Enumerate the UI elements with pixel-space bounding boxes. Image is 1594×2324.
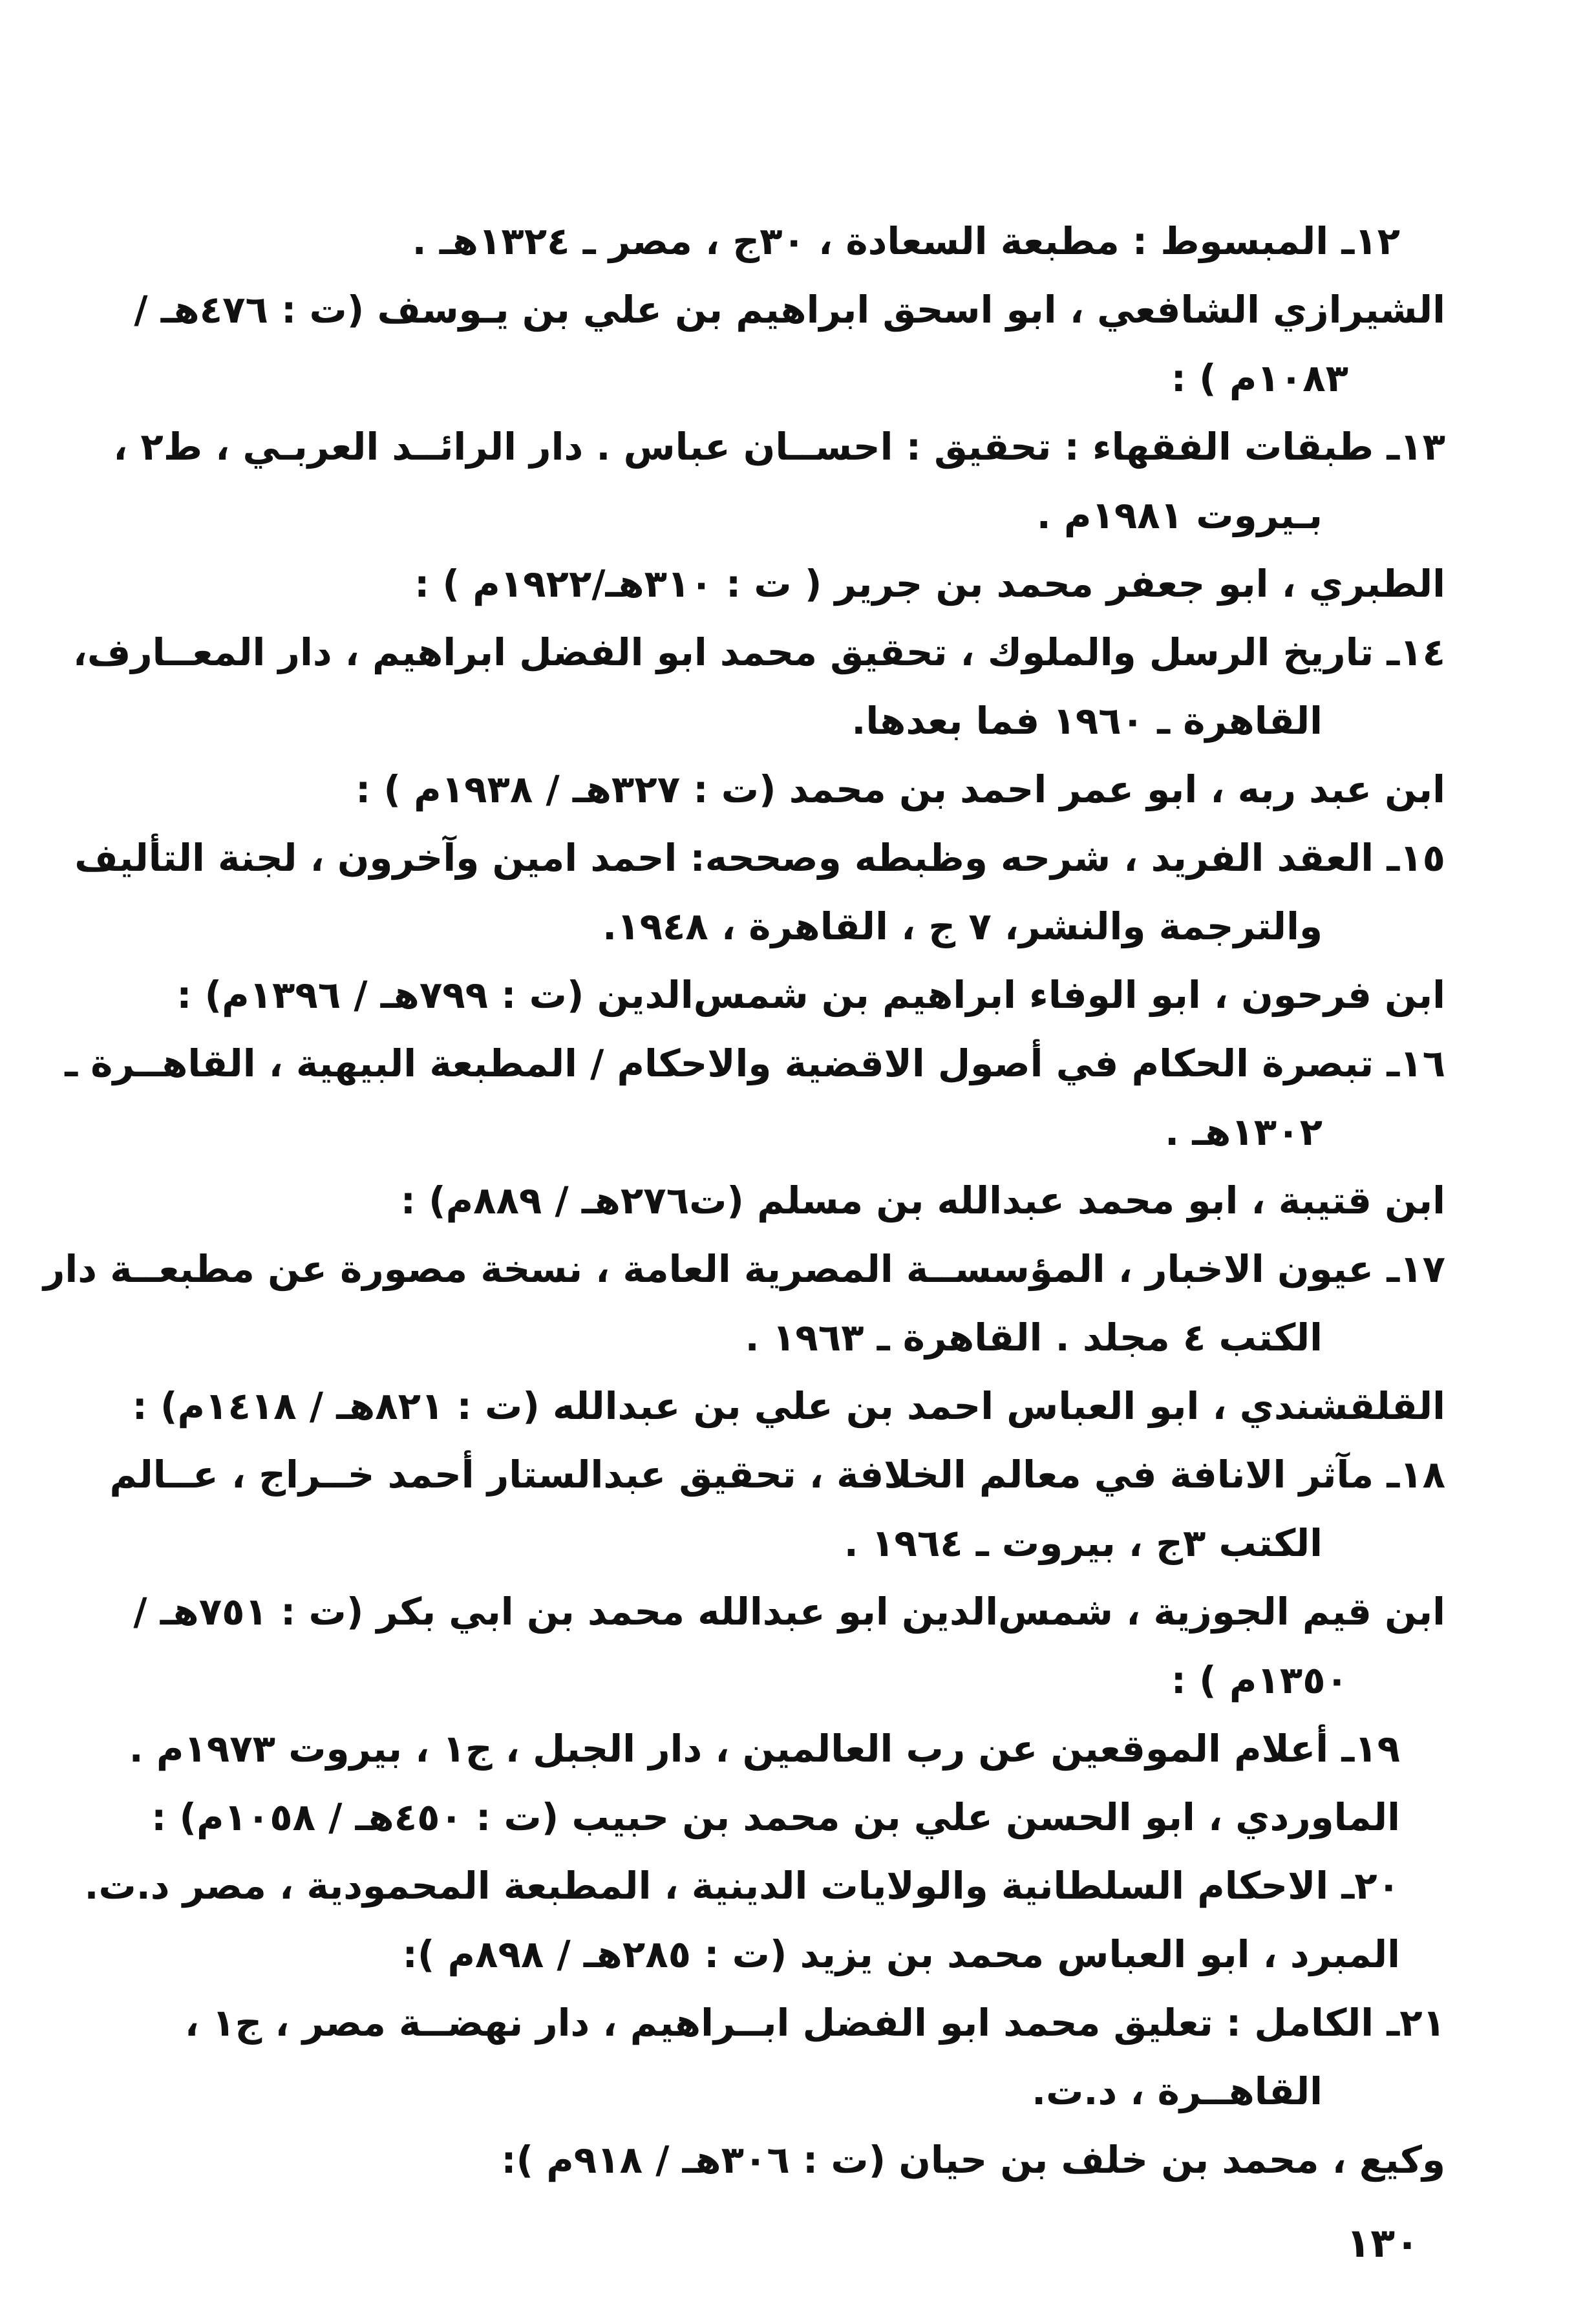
bibliography-entry-continuation: بـيروت ١٩٨١م . xyxy=(1036,493,1323,537)
bibliography-entry: ١٣ـ طبقات الفقهاء : تحقيق : احســان عباس . دار الرائــد العربـي ، ط٢ ، xyxy=(113,425,1445,469)
bibliography-entry: ١٨ـ مآثر الانافة في معالم الخلافة ، تحقيق عبدالستار أحمد خــراج ، عــالم xyxy=(109,1453,1445,1497)
author-heading: القلقشندي ، ابو العباس احمد بن علي بن عبدالله (ت : ٨٢١هـ / ١٤١٨م) : xyxy=(132,1384,1445,1428)
page-number: ١٣٠ xyxy=(1346,2219,1419,2266)
bibliography-entry-continuation: الكتب ٤ مجلد . القاهرة ـ ١٩٦٣ . xyxy=(745,1316,1323,1359)
bibliography-page xyxy=(43,207,1445,2194)
bibliography-entry: ١٦ـ تبصرة الحكام في أصول الاقضية والاحكام / المطبعة البيهية ، القاهــرة ـ xyxy=(65,1041,1445,1085)
bibliography-entry: ٢٠ـ الاحكام السلطانية والولايات الدينية ، المطبعة المحمودية ، مصر د.ت. xyxy=(84,1864,1400,1908)
author-heading: ابن قتيبة ، ابو محمد عبدالله بن مسلم (ت٢٧٦هـ / ٨٨٩م) : xyxy=(400,1178,1445,1222)
author-heading: المبرد ، ابو العباس محمد بن يزيد (ت : ٢٨٥هـ / ٨٩٨م ): xyxy=(402,1932,1400,1976)
bibliography-entry-continuation: القاهرة ـ ١٩٦٠ فما بعدها. xyxy=(851,699,1323,743)
bibliography-entry: ٢١ـ الكامل : تعليق محمد ابو الفضل ابــراهيم ، دار نهضــة مصر ، ج١ ، xyxy=(184,2001,1445,2045)
bibliography-entry: ١٢ـ المبسوط : مطبعة السعادة ، ٣٠ج ، مصر ـ ١٣٢٤هـ . xyxy=(412,219,1400,263)
author-heading: الطبري ، ابو جعفر محمد بن جرير ( ت : ٣١٠هـ/١٩٢٢م ) : xyxy=(414,562,1445,606)
author-heading-continuation: ١٠٨٣م ) : xyxy=(1171,356,1348,400)
author-heading: ابن فرحون ، ابو الوفاء ابراهيم بن شمس‌الدين (ت : ٧٩٩هـ / ١٣٩٦م) : xyxy=(176,973,1445,1017)
bibliography-entry: ١٥ـ العقد الفريد ، شرحه وظبطه وصححه: احمد امين وآخرون ، لجنة التأليف xyxy=(74,836,1445,880)
author-heading: ابن عبد ربه ، ابو عمر احمد بن محمد (ت : ٣٢٧هـ / ١٩٣٨م ) : xyxy=(356,767,1445,811)
bibliography-list xyxy=(43,207,1445,2194)
bibliography-entry: ١٧ـ عيون الاخبار ، المؤسســة المصرية العامة ، نسخة مصورة عن مطبعــة دار xyxy=(43,1247,1445,1291)
bibliography-entry: ١٤ـ تاريخ الرسل والملوك ، تحقيق محمد ابو الفضل ابراهيم ، دار المعــارف، xyxy=(72,630,1445,674)
author-heading-continuation: ١٣٥٠م ) : xyxy=(1171,1658,1348,1702)
bibliography-entry-continuation: الكتب ٣ج ، بيروت ـ ١٩٦٤ . xyxy=(844,1521,1323,1565)
bibliography-entry-continuation: ١٣٠٢هـ . xyxy=(1165,1110,1323,1154)
bibliography-entry-continuation: القاهــرة ، د.ت. xyxy=(1032,2069,1323,2113)
bibliography-entry-continuation: والترجمة والنشر، ٧ ج ، القاهرة ، ١٩٤٨. xyxy=(602,904,1323,948)
author-heading: ابن قيم الجوزية ، شمس‌الدين ابو عبدالله محمد بن ابي بكر (ت : ٧٥١هـ / xyxy=(133,1590,1445,1634)
author-heading: وكيع ، محمد بن خلف بن حيان (ت : ٣٠٦هـ / ٩١٨م ): xyxy=(501,2138,1445,2182)
author-heading: الماوردي ، ابو الحسن علي بن محمد بن حبيب (ت : ٤٥٠هـ / ١٠٥٨م) : xyxy=(151,1795,1400,1839)
author-heading: الشيرازي الشافعي ، ابو اسحق ابراهيم بن علي بن يـوسف (ت : ٤٧٦هـ / xyxy=(134,288,1445,332)
bibliography-entry: ١٩ـ أعلام الموقعين عن رب العالمين ، دار الجبل ، ج١ ، بيروت ١٩٧٣م . xyxy=(129,1727,1400,1771)
